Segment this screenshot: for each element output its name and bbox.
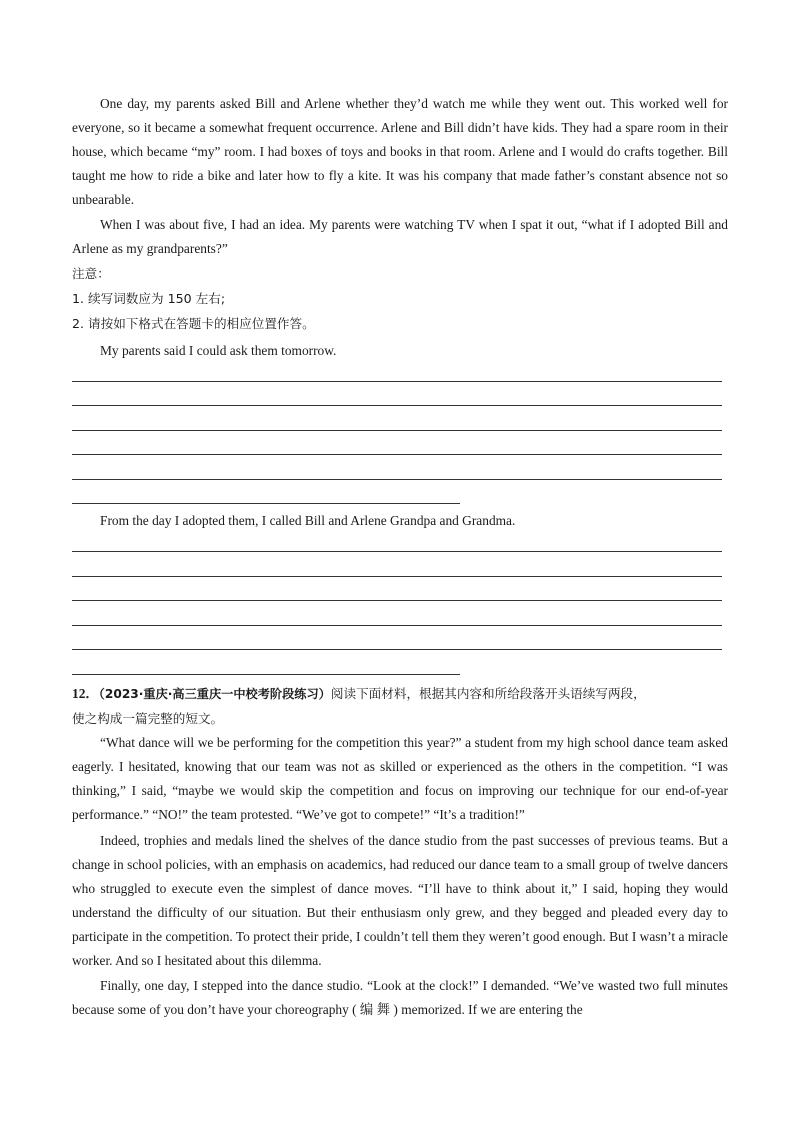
question-source: （2023·重庆·高三重庆一中校考阶段练习） — [98, 687, 331, 701]
dance-paragraph-1: “What dance will we be performing for the competition this year?” a student from my high school dance team asked eagerly. I hesitated, knowing that our team was not as skilled or experienced as the others in the competition. “I was thinking,” I said, “maybe we would skip the competition and focus on improving our technique for our end-of-year performance.” “NO!” the team protested. “We’ve got to compete!” “It’s a tradition!” — [72, 735, 728, 822]
dance-paragraph-2: Indeed, trophies and medals lined the shelves of the dance studio from the past successes of previous teams. But a change in school policies, with an emphasis on academics, had reduced our dance team to a small group of twelve dancers who struggled to execute even the simplest of dance moves. “I’ll have to think about it,” I said, hoping they would understand the difficulty of our situation. But their enthusiasm only grew, and they begged and pleaded every day to participate in the competition. To protect their pride, I couldn’t tell them they weren’t good enough. But I wasn’t a miracle worker. And so I hesitated about this dilemma. — [72, 833, 728, 968]
story-paragraph-2: When I was about five, I had an idea. My parents were watching TV when I spat it out, “what if I adopted Bill and Arlene as my grandparents?” — [72, 217, 728, 256]
answer-line — [72, 405, 722, 406]
answer-line — [72, 576, 722, 577]
answer-line — [72, 479, 722, 480]
answer-line — [72, 625, 722, 626]
continuation-prompt-2: From the day I adopted them, I called Bill and Arlene Grandpa and Grandma. — [100, 513, 516, 528]
answer-line-short — [72, 674, 460, 675]
answer-line — [72, 454, 722, 455]
question-12-header — [72, 683, 646, 705]
question-instruction: 阅读下面材料，根据其内容和所给段落开头语续写两段， — [330, 686, 646, 701]
notes-heading: 注意： — [72, 266, 110, 281]
answer-line-short — [72, 503, 460, 504]
question-instruction-continued: 使之构成一篇完整的短文。 — [72, 711, 224, 726]
answer-line — [72, 600, 722, 601]
continuation-prompt-1: My parents said I could ask them tomorrow. — [100, 343, 337, 358]
story-paragraph-1: One day, my parents asked Bill and Arlene whether they’d watch me while they went out. This worked well for everyone, so it became a somewhat frequent occurrence. Arlene and Bill didn’t have kids. They had a spare room in their house, which became “my” room. I had boxes of toys and books in that room. Arlene and I would do crafts together. Bill taught me how to ride a bike and later how to fly a kite. It was his company that made father’s constant absence not so unbearable. — [72, 96, 728, 207]
notes-item-word-count: 1. 续写词数应为 150 左右; — [72, 291, 226, 306]
notes-item-format: 2. 请按如下格式在答题卡的相应位置作答。 — [72, 316, 315, 331]
answer-line — [72, 649, 722, 650]
dance-paragraph-3: Finally, one day, I stepped into the dance studio. “Look at the clock!” I demanded. “We’ve wasted two full minutes because some of you don’t have your choreography ( 编 舞 ) memorized. If we are entering the — [72, 978, 728, 1017]
answer-line — [72, 430, 722, 431]
question-number: 12． — [72, 686, 99, 701]
answer-line — [72, 381, 722, 382]
answer-line — [72, 551, 722, 552]
